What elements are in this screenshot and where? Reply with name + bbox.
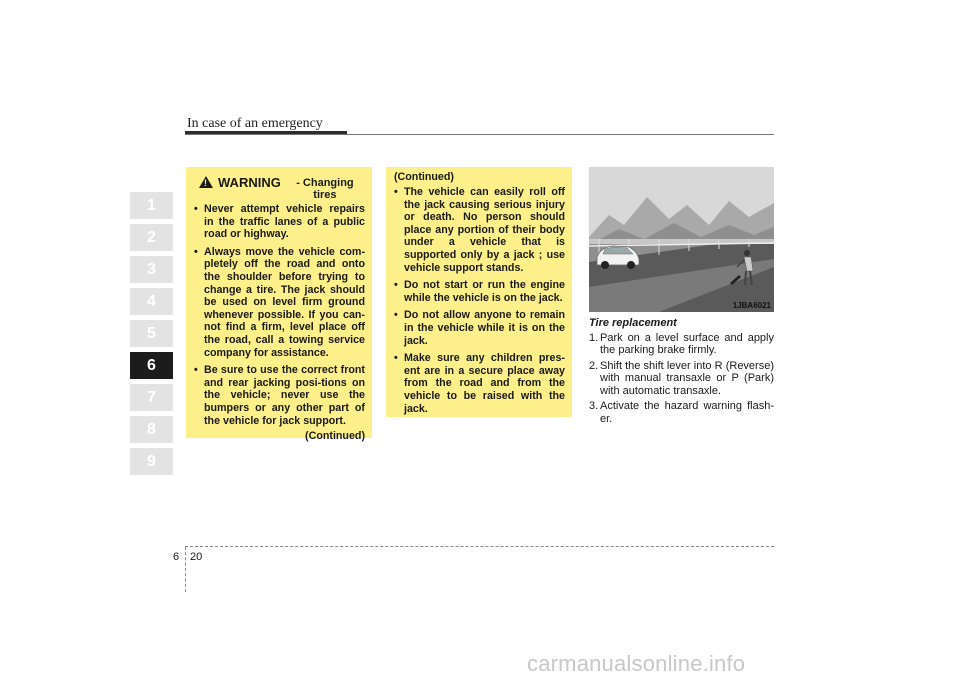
continued-label: (Continued) (305, 430, 365, 443)
list-item: • Do not allow anyone to remain in the vehicle while it is on the jack. (394, 309, 565, 347)
chapter-tab-9[interactable]: 9 (130, 448, 173, 475)
warning-subtitle: - Changing tires (296, 177, 354, 201)
roadside-scene-image (589, 167, 774, 312)
chapter-tabs (130, 192, 173, 480)
chapter-tab-1[interactable]: 1 (130, 192, 173, 219)
step-text: Activate the hazard warning flash-er. (600, 400, 774, 425)
header-rule (185, 134, 774, 135)
chapter-tab-2[interactable]: 2 (130, 224, 173, 251)
step-text: Park on a level surface and apply the parking brake firmly. (600, 331, 774, 356)
continued-list (394, 186, 565, 415)
list-item: • The vehicle can easily roll off the jack causing serious injury or death. No person should place any portion of their body under a vehicle that is supported only by a jack ; use vehicle support stands. (394, 186, 565, 274)
watermark: carmanualsonline.info (527, 651, 746, 676)
footer-rule (185, 546, 774, 547)
chapter-tab-7[interactable]: 7 (130, 384, 173, 411)
list-item: • Be sure to use the correct front and rear jacking posi-tions on the vehicle; never use the bumpers or any other part of the vehicle for jack support. (194, 364, 365, 427)
footer-page-number: 20 (190, 551, 203, 563)
section-title: Tire replacement (589, 317, 677, 329)
roadside-illustration (589, 167, 774, 312)
warning-heading (194, 175, 365, 201)
warning-triangle-icon (199, 176, 213, 188)
tire-replacement-section (589, 317, 774, 428)
list-item: • Never attempt vehicle repairs in the traffic lanes of a public road or highway. (194, 203, 365, 241)
step-number: 3. (589, 400, 599, 412)
footer-vertical-rule (185, 547, 186, 592)
warning-list (194, 203, 365, 427)
steps-list (589, 332, 774, 426)
continued-warning-panel (386, 167, 572, 417)
chapter-tab-3[interactable]: 3 (130, 256, 173, 283)
step-number: 1. (589, 331, 599, 344)
step-text: Shift the shift lever into R (Reverse) with manual transaxle or P (Park) with automatic transaxle. (600, 359, 774, 397)
figure-code-label: 1JBA6021 (732, 301, 771, 310)
continued-heading: (Continued) (394, 171, 454, 183)
chapter-tab-6[interactable]: 6 (130, 352, 173, 379)
page-header-title: In case of an emergency (187, 116, 323, 131)
warning-panel (186, 167, 372, 443)
chapter-tab-5[interactable]: 5 (130, 320, 173, 347)
list-item: • Do not start or run the engine while the vehicle is on the jack. (394, 279, 565, 304)
chapter-tab-4[interactable]: 4 (130, 288, 173, 315)
step-number: 2. (589, 359, 599, 372)
list-item (589, 332, 774, 357)
chapter-tab-8[interactable]: 8 (130, 416, 173, 443)
list-item (589, 360, 774, 398)
footer-chapter-number: 6 (173, 551, 180, 563)
list-item (589, 400, 774, 425)
warning-word: WARNING (218, 175, 281, 190)
list-item: • Always move the vehicle com-pletely off the road and onto the shoulder before trying to change a tire. The jack should be used on level firm ground whenever possible. If you can-not find a firm, level place off the road, call a towing service company for assistance. (194, 246, 365, 359)
list-item: • Make sure any children pres-ent are in a secure place away from the road and from the vehicle to be raised with the jack. (394, 352, 565, 415)
